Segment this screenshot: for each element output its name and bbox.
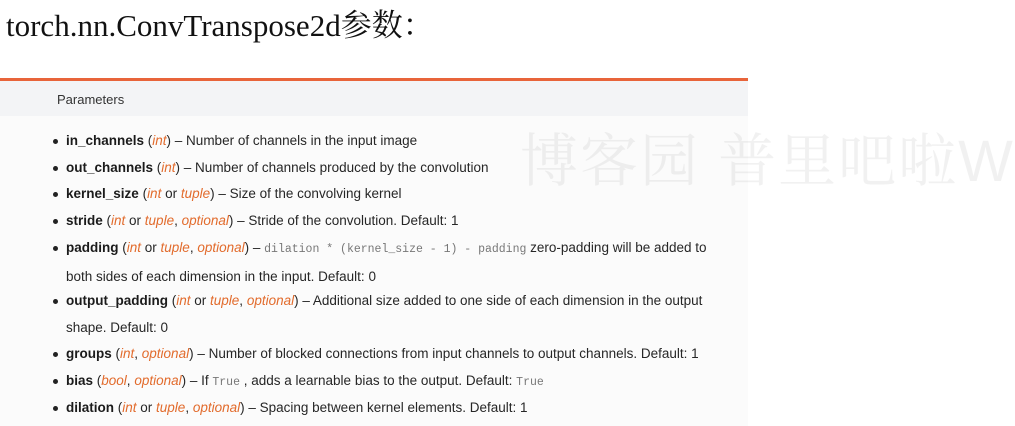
- param-type: int: [126, 240, 142, 255]
- param-type: tuple: [180, 186, 211, 201]
- bullet: [53, 246, 58, 251]
- param-or: or: [161, 186, 181, 201]
- watermark: 博客园 普里吧啦W: [520, 129, 1015, 194]
- param-out-channels: out_channels (int) – Number of channels produced by the convolution: [66, 155, 726, 182]
- param-optional: optional: [141, 346, 190, 361]
- param-or: or: [190, 293, 211, 308]
- param-optional: optional: [192, 400, 241, 415]
- param-bias: bias (bool, optional) – If True , adds a learnable bias to the output. Default: True: [66, 368, 726, 397]
- param-or: or: [141, 240, 161, 255]
- param-type: tuple: [210, 293, 240, 308]
- bullet: [53, 299, 58, 304]
- param-desc: , adds a learnable bias to the output. Default:: [239, 373, 517, 388]
- bullet: [53, 192, 58, 197]
- param-type: tuple: [160, 240, 190, 255]
- param-name: in_channels: [66, 133, 145, 148]
- bullet: [53, 139, 58, 144]
- param-type: tuple: [156, 400, 186, 415]
- bullet: [53, 352, 58, 357]
- param-desc: – Number of blocked connections from input channels to output channels. Default: 1: [193, 346, 699, 361]
- param-optional: optional: [246, 293, 295, 308]
- param-desc: – Size of the convolving kernel: [214, 186, 402, 201]
- parameters-title: Parameters: [57, 92, 125, 107]
- param-type: int: [152, 133, 167, 148]
- param-desc: zero-padding will be added to both sides of each dimension in the input. Default: 0: [66, 240, 707, 284]
- param-desc: – Spacing between kernel elements. Default: 1: [244, 400, 528, 415]
- param-name: out_channels: [66, 160, 154, 175]
- bullet: [53, 219, 58, 224]
- param-type: int: [120, 346, 135, 361]
- param-code: True: [212, 376, 240, 389]
- param-desc: – Number of channels in the input image: [171, 133, 418, 148]
- param-type: int: [111, 213, 126, 228]
- param-type: tuple: [144, 213, 175, 228]
- param-dilation: dilation (int or tuple, optional) – Spacing between kernel elements. Default: 1: [66, 395, 726, 422]
- bullet: [53, 166, 58, 171]
- param-desc: – Additional size added to one side of each dimension in the output shape. Default: 0: [66, 293, 703, 335]
- param-type: bool: [101, 373, 127, 388]
- param-optional: optional: [181, 213, 229, 228]
- param-name: groups: [66, 346, 112, 361]
- page-heading: torch.nn.ConvTranspose2d参数：: [6, 8, 434, 43]
- param-stride: stride (int or tuple, optional) – Stride of the convolution. Default: 1: [66, 208, 726, 235]
- bullet: [53, 406, 58, 411]
- param-or: or: [125, 213, 145, 228]
- param-name: padding: [66, 240, 119, 255]
- param-or: or: [136, 400, 157, 415]
- bullet: [53, 379, 58, 384]
- param-kernel-size: kernel_size (int or tuple) – Size of the convolving kernel: [66, 181, 726, 208]
- param-name: stride: [66, 213, 103, 228]
- param-optional: optional: [197, 240, 245, 255]
- param-type: int: [161, 160, 176, 175]
- param-desc: – Number of channels produced by the convolution: [180, 160, 489, 175]
- param-type: int: [147, 186, 162, 201]
- param-pre: – If: [186, 373, 213, 388]
- param-name: kernel_size: [66, 186, 139, 201]
- param-code: dilation * (kernel_size - 1) - padding: [264, 243, 527, 256]
- param-name: dilation: [66, 400, 114, 415]
- param-groups: groups (int, optional) – Number of blocked connections from input channels to output channels. Default: 1: [66, 341, 726, 368]
- param-output-padding: output_padding (int or tuple, optional) – Additional size added to one side of each dimension in the output shape. Default: 0: [66, 288, 726, 341]
- param-in-channels: in_channels (int) – Number of channels in the input image: [66, 128, 726, 155]
- param-type: int: [122, 400, 137, 415]
- param-code-default: True: [516, 376, 544, 389]
- param-dash: –: [249, 240, 265, 255]
- param-name: output_padding: [66, 293, 168, 308]
- param-type: int: [176, 293, 191, 308]
- param-name: bias: [66, 373, 94, 388]
- param-desc: – Stride of the convolution. Default: 1: [233, 213, 459, 228]
- param-optional: optional: [134, 373, 182, 388]
- param-padding: padding (int or tuple, optional) – dilation * (kernel_size - 1) - padding zero-padding will be added to both sides of each dimension in the input. Default: 0: [66, 235, 726, 290]
